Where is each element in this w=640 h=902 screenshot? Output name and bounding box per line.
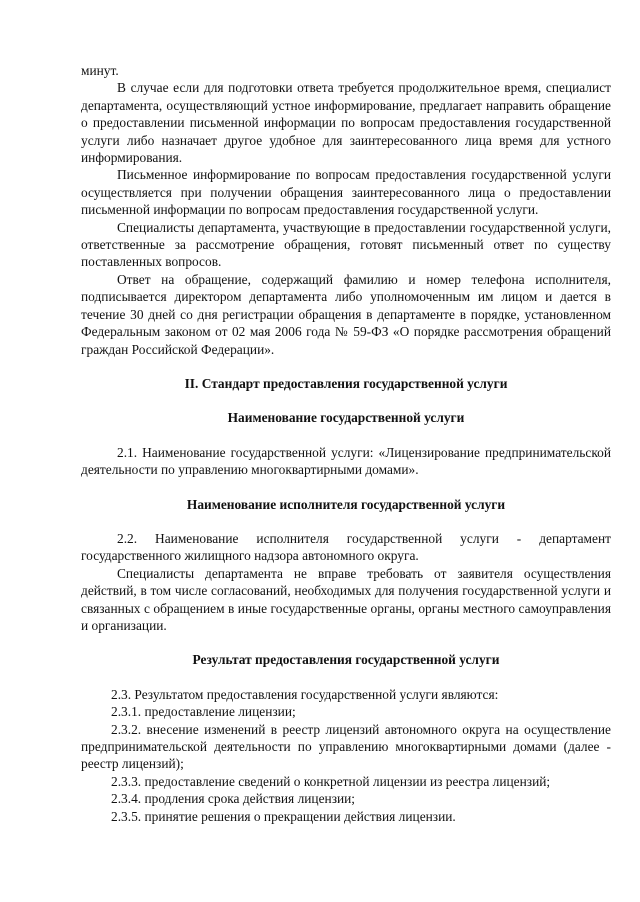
spacer	[81, 669, 611, 686]
list-item: 2.3.1. предоставление лицензии;	[111, 704, 296, 720]
list-item: 2.3.2. внесение изменений в реестр лицензий автономного округа на осуществление предпринимательской деятельности по управлению многоквартирными домами (далее - реестр лицензий);	[81, 721, 611, 772]
document-page	[81, 62, 611, 825]
paragraph-2-3: 2.3. Результатом предоставления государственной услуги являются:	[111, 686, 499, 702]
spacer	[81, 427, 611, 444]
spacer	[81, 358, 611, 375]
paragraph-2-2: 2.2. Наименование исполнителя государственной услуги - департамент государственного жилищного надзора автономного округа.	[81, 530, 611, 564]
heading-result: Результат предоставления государственной услуги	[192, 652, 500, 668]
list-item: 2.3.4. продления срока действия лицензии;	[111, 791, 356, 807]
spacer	[81, 634, 611, 651]
section-title: II. Стандарт предоставления государственной услуги	[184, 375, 508, 391]
heading-service-name: Наименование государственной услуги	[227, 410, 465, 426]
paragraph-2-2-specialists: Специалисты департамента не вправе требовать от заявителя осуществления действий, в том числе согласований, необходимых для получения государственной услуги и связанных с обращением в иные государственные органы, органы местного самоуправления и организации.	[81, 565, 611, 633]
spacer	[81, 513, 611, 530]
spacer	[81, 392, 611, 409]
paragraph-answer-signing: Ответ на обращение, содержащий фамилию и номер телефона исполнителя, подписывается директором департамента либо уполномоченным им лицом и дается в течение 30 дней со дня регистрации обращения в департаменте в порядке, установленном Федеральным законом от 02 мая 2006 года № 59-ФЗ «О порядке рассмотрения обращений граждан Российской Федерации».	[81, 271, 611, 357]
paragraph-2-1: 2.1. Наименование государственной услуги: «Лицензирование предпринимательской деятельности по управлению многоквартирными домами».	[81, 444, 611, 478]
paragraph-continuation: минут.	[81, 63, 119, 78]
list-item: 2.3.3. предоставление сведений о конкретной лицензии из реестра лицензий;	[111, 773, 551, 789]
paragraph-specialists-answer: Специалисты департамента, участвующие в предоставлении государственной услуги, ответственные за рассмотрение обращения, готовят письменный ответ по существу поставленных вопросов.	[81, 219, 611, 270]
paragraph-written-info: Письменное информирование по вопросам предоставления государственной услуги осуществляется при получении обращения заинтересованного лица о предоставлении письменной информации по вопросам предоставления государственной услуги.	[81, 167, 611, 218]
heading-executor: Наименование исполнителя государственной услуги	[186, 496, 506, 512]
list-item: 2.3.5. принятие решения о прекращении действия лицензии.	[111, 808, 456, 824]
paragraph-oral-info: В случае если для подготовки ответа требуется продолжительное время, специалист департамента, осуществляющий устное информирование, предлагает направить обращение о предоставлении письменной информации по вопросам предоставления государственной услуги либо назначает другое удобное для заинтересованного лица время для устного информирования.	[81, 80, 611, 166]
spacer	[81, 479, 611, 496]
